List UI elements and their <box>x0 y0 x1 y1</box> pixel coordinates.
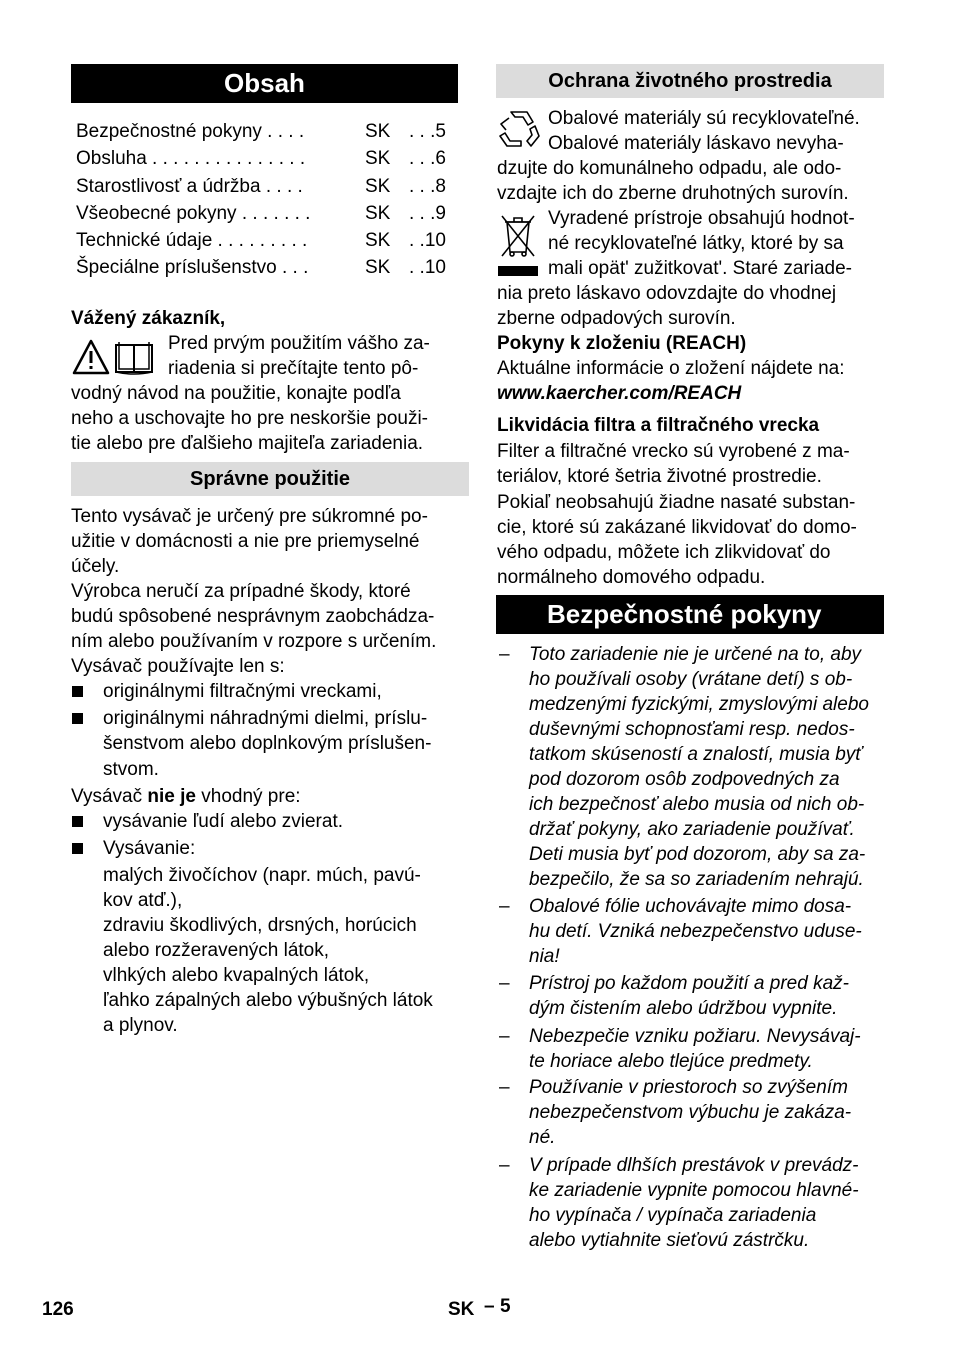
recycle-line-3: dzujte do komunálneho odpadu, ale odo- <box>497 158 842 179</box>
filter-p1-line-1: Filter a filtračné vrecko sú vyrobené z ma- <box>497 441 850 462</box>
use-p1-line: užitie v domácnosti a nie pre priemyselné <box>71 531 420 552</box>
safety-item-line: Obalové fólie uchovávajte mimo dosa- <box>529 896 852 917</box>
safety-item-line: alebo vytiahnite sieťovú zástrčku. <box>529 1230 810 1251</box>
filter-p2-line-2: cie, ktoré sú zakázané likvidovať do domo- <box>497 517 857 538</box>
use-bullet-line: originálnymi náhradnými dielmi, príslu- <box>103 708 428 729</box>
use-sub-line: alebo rozžeravených látok, <box>103 940 330 961</box>
use-sub-line: ľahko zápalných alebo výbušných látok <box>103 990 433 1011</box>
safety-item-line: Používanie v priestoroch so zvýšením <box>529 1077 848 1098</box>
not-suitable-post: vhodný pre: <box>195 786 301 807</box>
safety-item-line: držať pokyny, ako zariadenie používať. <box>529 819 855 840</box>
use-bullet-line: originálnymi filtračnými vreckami, <box>103 681 382 702</box>
toc-entry[interactable] <box>76 227 456 254</box>
weee-line-1: Vyradené prístroje obsahujú hodnot- <box>548 208 855 229</box>
toc-entry-lang: SK <box>365 148 391 169</box>
dash-bullet: – <box>499 1077 510 1098</box>
toc-entry-lang: SK <box>365 121 391 142</box>
customer-heading: Vážený zákazník, <box>71 308 226 329</box>
use-p1-line: účely. <box>71 556 120 577</box>
weee-line-4: nia preto láskavo odovzdajte do vhodnej <box>497 283 837 304</box>
toc-entry-page: . . .8 <box>409 176 446 197</box>
bullet-square-icon <box>72 713 83 724</box>
toc-entry-label: Špeciálne príslušenstvo . . . <box>76 257 309 278</box>
weee-bin-icon <box>497 210 539 278</box>
not-suitable-line <box>71 784 301 809</box>
recycle-line-2: Obalové materiály láskavo nevyha- <box>548 133 844 154</box>
use-bullet-line: stvom. <box>103 759 159 780</box>
safety-item-line: né. <box>529 1127 556 1148</box>
toc-entry[interactable] <box>76 254 456 281</box>
toc-entry-page: . .10 <box>409 257 446 278</box>
toc-entry-label: Starostlivosť a údržba . . . . <box>76 176 303 197</box>
customer-line-3: vodný návod na použitie, konajte podľa <box>71 383 401 404</box>
safety-item-line: duševnými schopnosťami resp. nedos- <box>529 719 855 740</box>
reach-text: Aktuálne informácie o zložení nájdete na: <box>497 358 845 379</box>
use-sub-line: kov atď.), <box>103 890 183 911</box>
use-p3-line: Vysávač používajte len s: <box>71 656 285 677</box>
dash-bullet: – <box>499 896 510 917</box>
use-sub-line: vlhkých alebo kvapalných látok, <box>103 965 370 986</box>
safety-item-line: ich bezpečnosť alebo musia od nich ob- <box>529 794 865 815</box>
footer-lang: SK <box>448 1299 475 1320</box>
warning-manual-icon <box>72 338 162 376</box>
toc-entry[interactable] <box>76 118 456 145</box>
safety-item-line: Prístroj po každom použití a pred kaž- <box>529 973 849 994</box>
filter-p1-line-2: teriálov, ktoré šetria životné prostredie. <box>497 466 822 487</box>
toc-entry-lang: SK <box>365 257 391 278</box>
safety-item-line: V prípade dlhších prestávok v prevádz- <box>529 1155 859 1176</box>
use-bullet-line: Vysávanie: <box>103 838 196 859</box>
use-p1-line: Tento vysávač je určený pre súkromné po- <box>71 506 428 527</box>
toc-heading: Obsah <box>71 64 458 103</box>
toc-entry-page: . . .9 <box>409 203 446 224</box>
toc-entry[interactable] <box>76 173 456 200</box>
use-heading: Správne použitie <box>71 462 469 496</box>
not-suitable-bold: nie je <box>147 786 196 807</box>
safety-item-line: te horiace alebo tlejúce predmety. <box>529 1051 813 1072</box>
toc-entry-lang: SK <box>365 230 391 251</box>
toc-entry[interactable] <box>76 145 456 172</box>
safety-item-line: medzenými fyzickými, zmyslovými alebo <box>529 694 869 715</box>
toc-entry[interactable] <box>76 200 456 227</box>
toc-entry-label: Bezpečnostné pokyny . . . . <box>76 121 305 142</box>
toc-entry-page: . .10 <box>409 230 446 251</box>
filter-p2-line-4: normálneho domového odpadu. <box>497 567 766 588</box>
toc-entry-lang: SK <box>365 176 391 197</box>
use-p2-line: ním alebo používaním v rozpore s určením. <box>71 631 437 652</box>
customer-line-2: riadenia si prečítajte tento pô- <box>168 358 419 379</box>
page-number: 126 <box>42 1299 74 1320</box>
use-p2-line: Výrobca neručí za prípadné škody, ktoré <box>71 581 411 602</box>
weee-line-5: zberne odpadových surovín. <box>497 308 736 329</box>
filter-p2-line-1: Pokiaľ neobsahujú žiadne nasaté substan- <box>497 492 856 513</box>
toc-entry-lang: SK <box>365 203 391 224</box>
bullet-square-icon <box>72 843 83 854</box>
dash-bullet: – <box>499 1155 510 1176</box>
use-bullet-line: šenstvom alebo doplnkovým príslušen- <box>103 733 432 754</box>
reach-link[interactable]: www.kaercher.com/REACH <box>497 383 742 404</box>
footer-section-page: 5 <box>500 1296 511 1317</box>
use-bullet-line: vysávanie ľudí alebo zvierat. <box>103 811 344 832</box>
recycle-line-1: Obalové materiály sú recyklovateľné. <box>548 108 860 129</box>
toc-entry-label: Obsluha . . . . . . . . . . . . . . . <box>76 148 306 169</box>
safety-item-line: pod dozorom osôb zodpovedných za <box>529 769 840 790</box>
footer-sep: – <box>484 1296 495 1317</box>
weee-line-2: né recyklovateľné látky, ktoré by sa <box>548 233 844 254</box>
toc-entry-page: . . .6 <box>409 148 446 169</box>
safety-item-line: hu detí. Vzniká nebezpečenstvo uduse- <box>529 921 862 942</box>
customer-line-1: Pred prvým použitím vášho za- <box>168 333 430 354</box>
toc-entry-label: Technické údaje . . . . . . . . . <box>76 230 308 251</box>
use-p2-line: budú spôsobené nesprávnym zaobchádza- <box>71 606 435 627</box>
safety-item-line: Toto zariadenie nie je určené na to, aby <box>529 644 862 665</box>
toc-entry-label: Všeobecné pokyny . . . . . . . <box>76 203 311 224</box>
recycle-icon <box>497 108 541 150</box>
use-sub-line: malých živočíchov (napr. múch, pavú- <box>103 865 421 886</box>
dash-bullet: – <box>499 973 510 994</box>
safety-item-line: ke zariadenie vypnite pomocou hlavné- <box>529 1180 859 1201</box>
not-suitable-pre: Vysávač <box>71 786 148 807</box>
toc-entry-page: . . .5 <box>409 121 446 142</box>
bullet-square-icon <box>72 686 83 697</box>
filter-heading: Likvidácia filtra a filtračného vrecka <box>497 415 820 436</box>
safety-item-line: Nebezpečie vzniku požiaru. Nevysávaj- <box>529 1026 861 1047</box>
safety-item-line: ho vypínača / vypínača zariadenia <box>529 1205 817 1226</box>
dash-bullet: – <box>499 1026 510 1047</box>
safety-item-line: nebezpečenstvom výbuchu je zakáza- <box>529 1102 852 1123</box>
weee-line-3: mali opät' zužitkovat'. Staré zariade- <box>548 258 852 279</box>
use-sub-line: zdraviu škodlivých, drsných, horúcich <box>103 915 417 936</box>
safety-item-line: tatkom skúseností a znalostí, musia byť <box>529 744 863 765</box>
customer-line-4: neho a uschovajte ho pre neskoršie použi- <box>71 408 429 429</box>
customer-line-5: tie alebo pre ďalšieho majiteľa zariadenia. <box>71 433 424 454</box>
use-sub-line: a plynov. <box>103 1015 178 1036</box>
safety-heading: Bezpečnostné pokyny <box>496 595 884 634</box>
safety-item-line: Deti musia byť pod dozorom, aby sa za- <box>529 844 866 865</box>
recycle-line-4: vzdajte ich do zberne druhotných surovín. <box>497 183 849 204</box>
safety-item-line: bezpečilo, že sa so zariadením nehrajú. <box>529 869 864 890</box>
reach-heading: Pokyny k zloženiu (REACH) <box>497 333 747 354</box>
safety-item-line: dým čistením alebo údržbou vypnite. <box>529 998 838 1019</box>
dash-bullet: – <box>499 644 510 665</box>
safety-item-line: ho používali osoby (vrátane detí) s ob- <box>529 669 853 690</box>
bullet-square-icon <box>72 816 83 827</box>
env-heading: Ochrana životného prostredia <box>496 64 884 98</box>
filter-p2-line-3: vého odpadu, môžete ich zlikvidovať do <box>497 542 831 563</box>
safety-item-line: nia! <box>529 946 560 967</box>
